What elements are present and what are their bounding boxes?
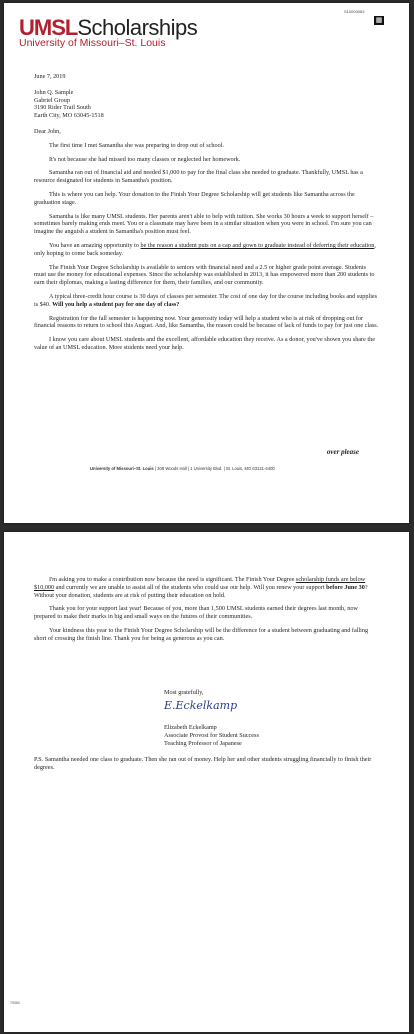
text-run: I'm asking you to make a contribution now because the need is significant. The Finish Your Degree [49,576,296,583]
footer-address [90,466,275,471]
letter-body-2 [34,576,379,649]
footer-details: | 308 Woods Hall | 1 University Blvd. | St. Louis, MO 63121-4400 [153,466,275,471]
letter-body-1 [34,73,379,358]
bottom-code: 75360 [10,1001,20,1005]
bold-text: Will you help a student pay for one day of class? [52,300,180,308]
paragraph: This is where you can help. Your donation to the Finish Your Degree Scholarship will get students like Samantha across the graduation stage. [34,190,355,206]
paragraph: Thank you for your support last year! Because of you, more than 1,500 UMSL students earned their degrees last month, now prepared to make their marks in big and small ways on the futures of their communities. [34,605,358,621]
top-code: S10000063 [344,9,365,14]
postscript [34,756,379,778]
address-line: Earth City, MO 63045-1518 [34,112,104,120]
over-please: over please [326,448,359,456]
signer-title: Teaching Professor of Japanese [164,740,242,747]
address-line: John Q. Sample [34,88,74,96]
underlined-text: be the reason a student puts on a cap and gown to graduate instead of deferring their education [140,241,375,249]
paragraph [34,293,379,309]
address-block [34,89,379,120]
paragraph: Samantha is like many UMSL students. Her parents aren't able to help with tuition. She works 30 hours a week to support herself – sometimes barely making ends meet. You or a classmate may have been in a similar situation when you were in school. I'm sure you can imagine the anguish a student in Samantha's position must feel. [34,212,374,236]
logo-brand: UMSL [19,15,78,40]
letter-page-2 [4,532,409,1032]
address-line: 3190 Rider Trail South [34,104,91,112]
salutation: Dear John, [34,127,61,135]
text-run: A typical three-credit hour course is 30 days of classes per semester. The cost of one day for the course including books and supplies is $40. [34,292,378,308]
postscript-text: P.S. Samantha needed one class to graduate. Then she ran out of money. Help her and other students struggling financially to finish their degrees. [34,756,372,771]
paragraph: I know you care about UMSL students and the excellent, affordable education they receive. As a donor, you've shown you share the value of an UMSL education. More students need your help. [34,336,375,351]
date: June 7, 2019 [34,73,66,80]
bold-text: before June 30 [326,583,365,591]
paragraph: The first time I met Samantha she was preparing to drop out of school. [49,141,224,149]
paragraph: It's not because she had missed too many classes or neglected her homework. [49,155,241,163]
closing: Most gratefully, [164,689,204,696]
paragraph: Your kindness this year to the Finish Your Degree Scholarship will be the difference for a student between graduating and falling short of crossing the finish line. Thank you for being as generous as you can. [34,626,369,642]
underlined-text: scholarship funds are below $10,000 [34,576,366,591]
text-run: and currently we are unable to assist all of the students who could use our help. Will you renew your support [54,583,327,591]
umsl-scholarships-logo [19,15,197,49]
paragraph [34,576,379,599]
text-run: You have an amazing opportunity to [49,241,141,249]
paragraph: Registration for the fall semester is happening now. Your generosity today will help a student who is at risk of dropping out for financial reasons to return to school this August. And, like Samantha, the reason could be because of lack of funds to pay for just one class. [34,314,379,330]
paragraph: Samantha ran out of financial aid and needed $1,000 to pay for the final class she needed to graduate. Thankfully, UMSL has a resource designated for students in Samantha's position. [34,169,363,185]
paragraph [34,242,379,258]
qr-code-icon: ▦ [375,16,383,24]
handwritten-signature: E.Eckelkamp [164,699,238,712]
paragraph: The Finish Your Degree Scholarship is available to seniors with financial need and a 2.5 or higher grade point average. Students must use the money for educational expenses. Since the scholarship was established in 2013, it has empowered more than 200 students to earn their diplomas, making a lasting difference for them, their families, and our community. [34,263,375,287]
text-run: , only hoping to come back someday. [34,241,376,257]
logo-name: Scholarships [77,15,198,40]
footer-university: University of Missouri–St. Louis [90,466,154,471]
letter-page-1 [4,3,409,523]
text-run: ? Without your donation, students are at risk of putting their education on hold. [34,583,368,599]
signer-title: Associate Provost for Student Success [164,732,259,739]
address-line: Gabriel Group [34,96,70,104]
logo-subtitle: University of Missouri–St. Louis [19,37,166,49]
signer-name: Elizabeth Eckelkamp [164,724,217,731]
